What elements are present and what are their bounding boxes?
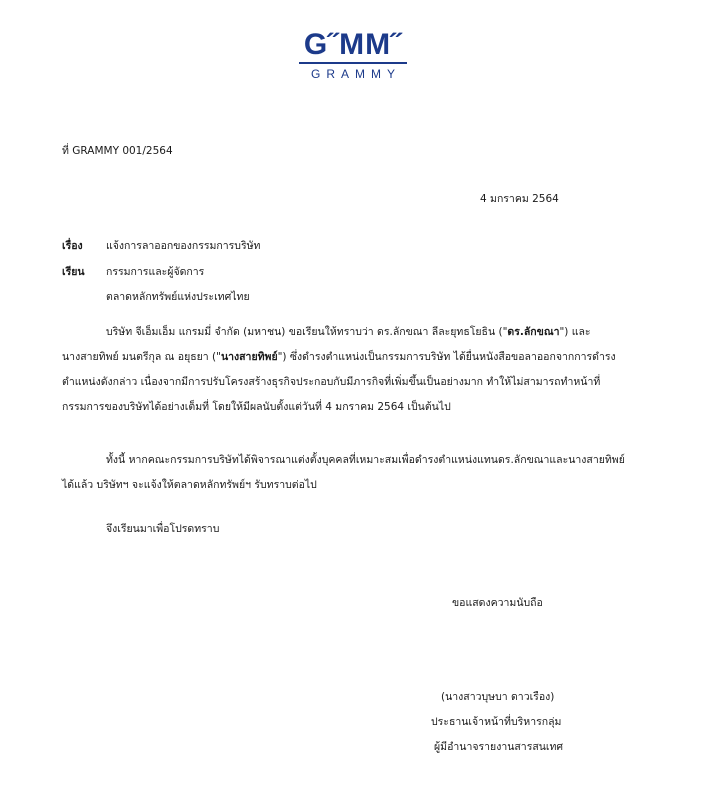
text-run: ") และ [559,326,591,338]
signatory-name: (นางสาวบุษบา ดาวเรือง) [441,691,555,703]
paragraph-2-line-2: ได้แล้ว บริษัทฯ จะแจ้งให้ตลาดหลักทรัพย์ฯ รับทราบต่อไป [62,479,317,491]
closing-salutation: ขอแสดงความนับถือ [452,597,543,609]
logo-wordmark: GRAMMY [311,67,401,81]
reference-number: ที่ GRAMMY 001/2564 [62,145,173,157]
paragraph-1-line-1 [62,320,682,345]
subject-label: เรื่อง [62,240,83,252]
text-run: บริษัท จีเอ็มเอ็ม แกรมมี่ จำกัด (มหาชน) ขอเรียนให้ทราบว่า ดร.ลักขณา ลีละยุทธโยธิน (" [106,326,508,338]
recipient-line-2: ตลาดหลักทรัพย์แห่งประเทศไทย [106,291,250,303]
recipient-line-1: กรรมการและผู้จัดการ [106,266,205,278]
letter-date: 4 มกราคม 2564 [480,193,559,205]
paragraph-2-line-1: ทั้งนี้ หากคณะกรรมการบริษัทได้พิจารณาแต่งตั้งบุคคลที่เหมาะสมเพื่อดำรงตำแหน่งแทนดร.ลักขณาและนางสายทิพย์ [106,454,625,466]
defined-term-saithip: นางสายทิพย์ [220,351,278,363]
body-paragraph-1 [62,320,682,420]
closing-request: จึงเรียนมาเพื่อโปรดทราบ [106,523,220,535]
subject-text: แจ้งการลาออกของกรรมการบริษัท [106,240,261,252]
signatory-title-2: ผู้มีอำนาจรายงานสารสนเทศ [434,741,564,753]
logo-mark: G˝MM˝ [303,28,403,61]
signatory-title-1: ประธานเจ้าหน้าที่บริหารกลุ่ม [431,716,562,728]
body-paragraph-2 [62,448,682,498]
paragraph-1-line-2 [62,345,682,370]
company-logo [0,28,706,81]
logo-divider [299,62,407,64]
paragraph-1-line-4: กรรมการของบริษัทได้อย่างเต็มที่ โดยให้มีผลนับตั้งแต่วันที่ 4 มกราคม 2564 เป็นต้นไป [62,401,451,413]
text-run: นางสายทิพย์ มนตรีกุล ณ อยุธยา (" [62,351,221,363]
text-run: ") ซึ่งดำรงตำแหน่งเป็นกรรมการบริษัท ได้ยื่นหนังสือขอลาออกจากการดำรง [277,351,616,363]
paragraph-1-line-3: ตำแหน่งดังกล่าว เนื่องจากมีการปรับโครงสร้างธุรกิจประกอบกับมีภารกิจที่เพิ่มขึ้นเป็นอย่างมาก ทำให้ไม่สามารถทำหน้าที่ [62,376,601,388]
defined-term-lakkana: ดร.ลักขณา [507,326,560,338]
recipient-label: เรียน [62,266,85,278]
